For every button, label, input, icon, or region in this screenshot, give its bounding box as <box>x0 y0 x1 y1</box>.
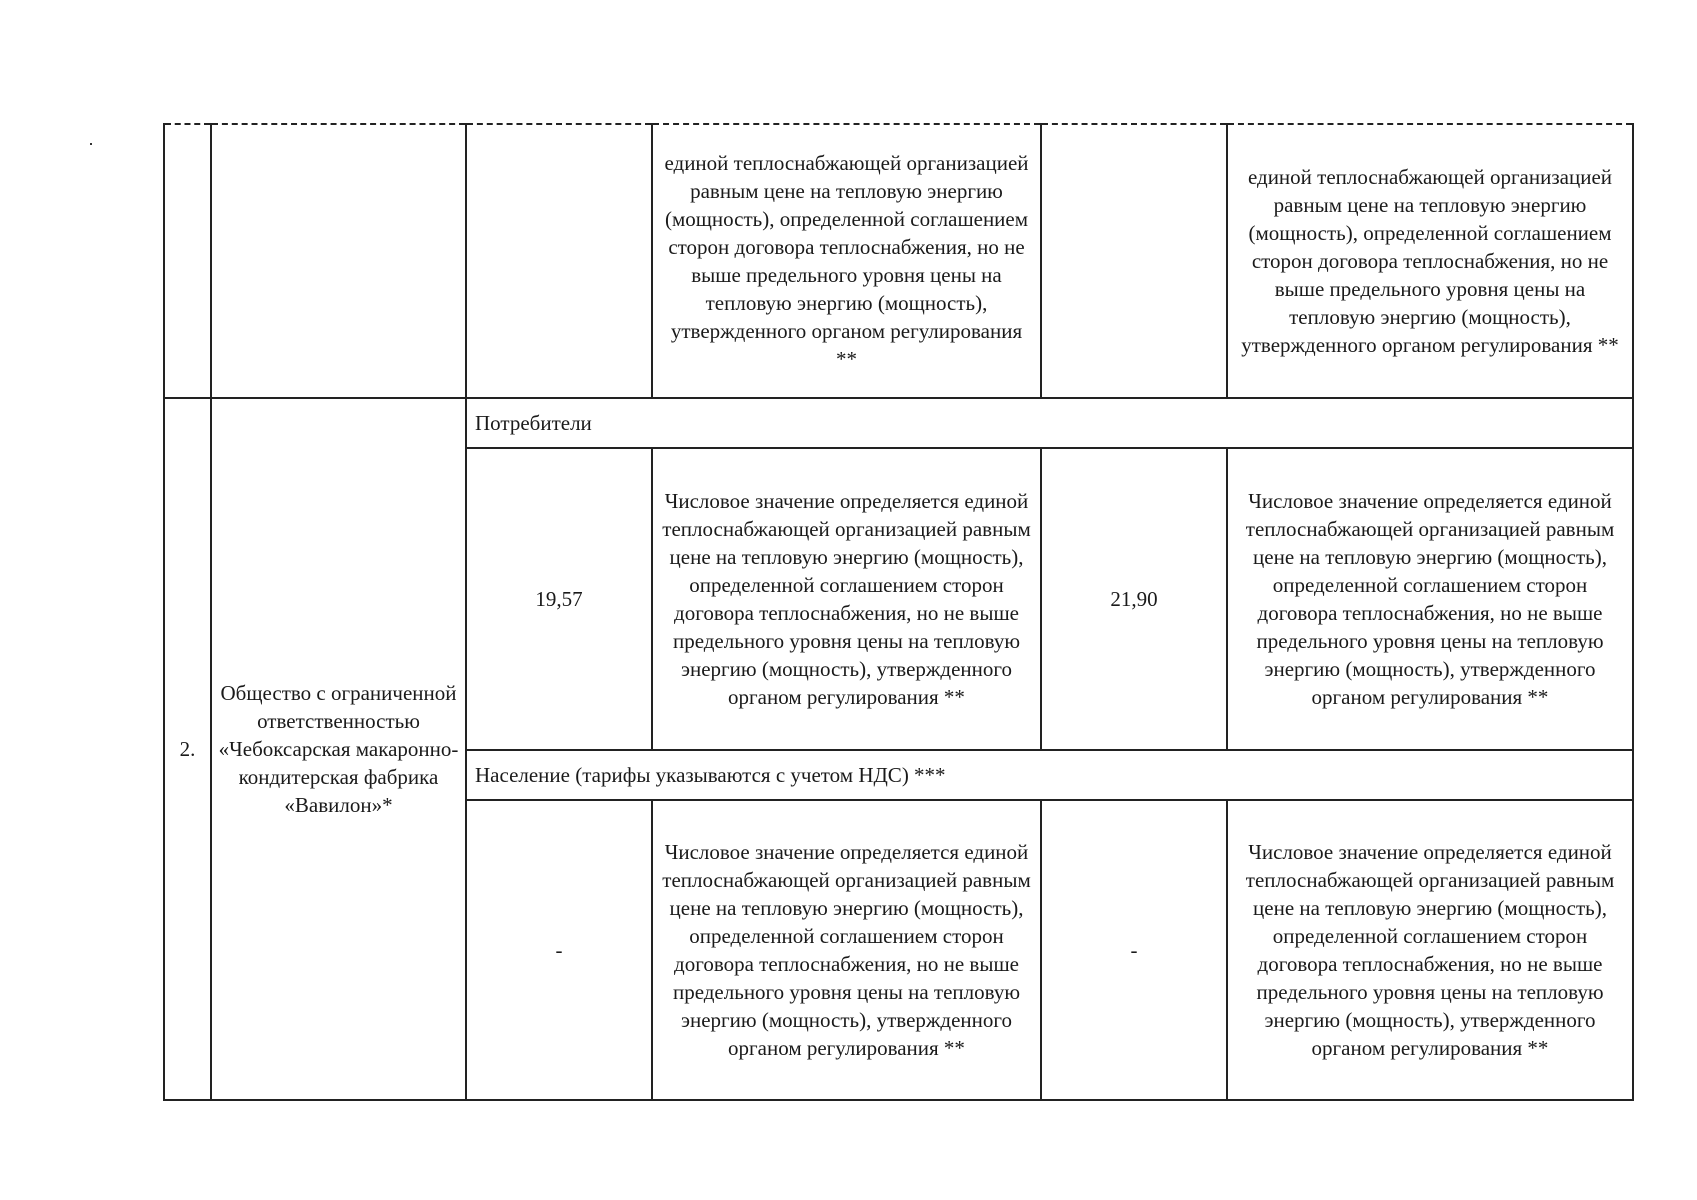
group-header-population <box>466 750 1633 800</box>
tariff-value: 19,57 <box>535 587 583 611</box>
group-header-text: Потребители <box>475 411 592 435</box>
tariff-value: - <box>1130 938 1138 962</box>
cell-value-2 <box>1041 448 1227 750</box>
tariff-table <box>163 123 1634 1101</box>
cell-organization-continued <box>211 124 466 398</box>
description-text: Числовое значение определяется единой теплоснабжающей организацией равным цене на тепловую энергию (мощность), определенной соглашением сторон договора теплоснабжения, но не выше предельного уровня цены на тепловую энергию (мощность), утвержденного органом регулирования ** <box>1245 489 1615 709</box>
cell-number-continued <box>164 124 211 398</box>
cell-value-1-continued <box>466 124 652 398</box>
description-text: единой теплоснабжающей организацией равным цене на тепловую энергию (мощность), определенной соглашением сторон договора теплоснабжения, но не выше предельного уровня цены на тепловую энергию (мощность), утвержденного органом регулирования ** <box>1241 165 1619 357</box>
row-number: 2. <box>179 737 196 761</box>
description-text: Числовое значение определяется единой теплоснабжающей организацией равным цене на тепловую энергию (мощность), определенной соглашением сторон договора теплоснабжения, но не выше предельного уровня цены на тепловую энергию (мощность), утвержденного органом регулирования ** <box>1245 840 1615 1060</box>
cell-description-2 <box>1227 448 1633 750</box>
description-text: Числовое значение определяется единой теплоснабжающей организацией равным цене на тепловую энергию (мощность), определенной соглашением сторон договора теплоснабжения, но не выше предельного уровня цены на тепловую энергию (мощность), утвержденного органом регулирования ** <box>662 489 1031 709</box>
cell-value-2-continued <box>1041 124 1227 398</box>
group-header-consumers <box>466 398 1633 448</box>
cell-description-1-continued <box>652 124 1041 398</box>
scan-speck <box>90 143 92 145</box>
cell-description-2 <box>1227 800 1633 1100</box>
cell-value-2 <box>1041 800 1227 1100</box>
organization-name: Общество с ограниченной ответственностью «Чебоксарская макаронно-кондитерская фабрика «Вавилон»* <box>218 681 459 817</box>
group-header-text: Население (тарифы указываются с учетом НДС) *** <box>475 763 946 787</box>
tariff-value: 21,90 <box>1110 587 1158 611</box>
tariff-value: - <box>555 938 563 962</box>
cell-description-1 <box>652 448 1041 750</box>
cell-description-1 <box>652 800 1041 1100</box>
table-row-group-header <box>164 398 1633 448</box>
cell-description-2-continued <box>1227 124 1633 398</box>
cell-organization <box>211 398 466 1100</box>
cell-row-number <box>164 398 211 1100</box>
cell-value-1 <box>466 800 652 1100</box>
cell-value-1 <box>466 448 652 750</box>
description-text: Числовое значение определяется единой теплоснабжающей организацией равным цене на тепловую энергию (мощность), определенной соглашением сторон договора теплоснабжения, но не выше предельного уровня цены на тепловую энергию (мощность), утвержденного органом регулирования ** <box>662 840 1031 1060</box>
table-row-continued <box>164 124 1633 398</box>
description-text: единой теплоснабжающей организацией равным цене на тепловую энергию (мощность), определенной соглашением сторон договора теплоснабжения, но не выше предельного уровня цены на тепловую энергию (мощность), утвержденного органом регулирования ** <box>664 151 1029 371</box>
